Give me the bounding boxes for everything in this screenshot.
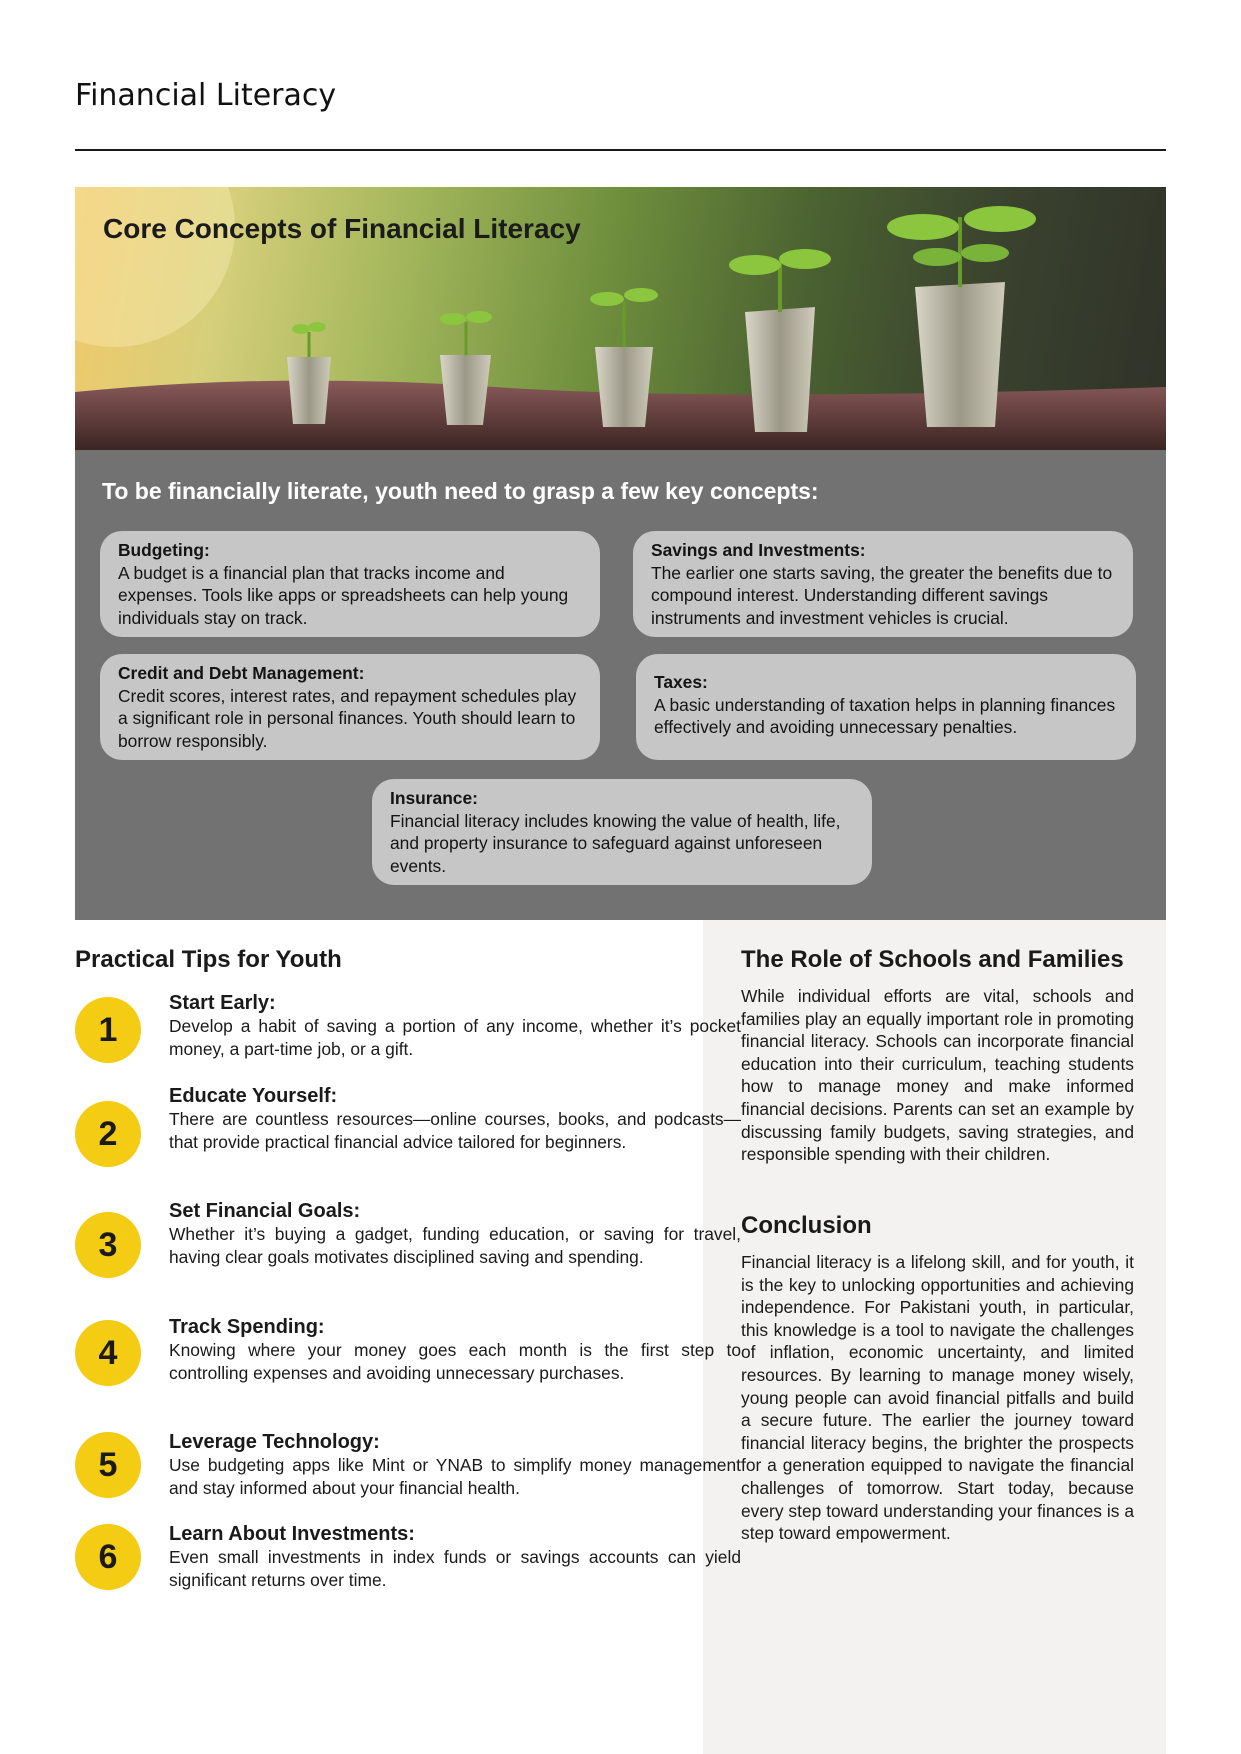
concept-card-text: Financial literacy includes knowing the value of health, life, and property insurance to safeguard against unforeseen events. [390, 810, 841, 876]
conclusion-heading: Conclusion [741, 1212, 872, 1239]
concept-card-text: A budget is a financial plan that tracks income and expenses. Tools like apps or spreadsheets can help young individuals stay on track. [118, 562, 569, 628]
concept-card-text: Credit scores, interest rates, and repayment schedules play a significant role in personal finances. Youth should learn to borrow responsibly. [118, 685, 577, 751]
tip-item [75, 991, 741, 1081]
tip-body [169, 1199, 741, 1268]
tip-number-badge: 4 [75, 1320, 141, 1386]
tip-body [169, 1430, 741, 1499]
hero-title: Core Concepts of Financial Literacy [103, 213, 581, 244]
concept-card-savings [633, 531, 1133, 637]
tip-item [75, 1315, 741, 1405]
tip-number-badge: 6 [75, 1524, 141, 1590]
concept-card-taxes [636, 654, 1136, 760]
tip-body [169, 1084, 741, 1153]
concept-card-text: A basic understanding of taxation helps in planning finances effectively and avoiding unnecessary penalties. [654, 694, 1116, 737]
tip-text: Knowing where your money goes each month is the first step to controlling expenses and avoiding unnecessary purchases. [169, 1340, 741, 1383]
role-heading: The Role of Schools and Families [741, 946, 1124, 973]
tip-title: Set Financial Goals: [169, 1200, 361, 1222]
tip-text: Whether it’s buying a gadget, funding education, or saving for travel, having clear goals motivates disciplined saving and spending. [169, 1224, 741, 1267]
concept-card-title: Credit and Debt Management: [118, 663, 365, 683]
concept-card-insurance [372, 779, 872, 885]
tip-item [75, 1084, 741, 1174]
concept-card-title: Insurance: [390, 788, 478, 808]
tip-number-badge: 5 [75, 1432, 141, 1498]
tip-body [169, 1315, 741, 1384]
tip-text: There are countless resources—online courses, books, and podcasts—that provide practical financial advice tailored for beginners. [169, 1109, 741, 1152]
conclusion-paragraph: Financial literacy is a lifelong skill, and for youth, it is the key to unlocking opportunities and achieving independence. For Pakistani youth, in particular, this knowledge is a tool to navigate the challenges of inflation, economic uncertainty, and limited resources. By learning to manage money wisely, young people can avoid financial pitfalls and build a secure future. The earlier the journey toward financial literacy begins, the brighter the prospects for a generation equipped to navigate the financial challenges of tomorrow. Start today, because every step toward understanding your finances is a step toward empowerment. [741, 1252, 1134, 1544]
header-divider [75, 149, 1166, 151]
hero-banner [75, 187, 1166, 450]
tip-number-badge: 3 [75, 1212, 141, 1278]
concept-card-budgeting [100, 531, 600, 637]
tip-title: Start Early: [169, 992, 276, 1014]
concept-card-title: Savings and Investments: [651, 540, 866, 560]
tip-title: Educate Yourself: [169, 1085, 338, 1107]
tip-body [169, 991, 741, 1060]
concepts-panel [75, 450, 1166, 920]
concept-card-title: Budgeting: [118, 540, 210, 560]
tip-number-badge: 2 [75, 1101, 141, 1167]
tip-item [75, 1522, 741, 1612]
tip-title: Leverage Technology: [169, 1431, 380, 1453]
concept-card-credit [100, 654, 600, 760]
concept-card-text: The earlier one starts saving, the greater the benefits due to compound interest. Understanding different savings instruments and investment vehicles is crucial. [651, 562, 1113, 628]
concepts-lead: To be financially literate, youth need to grasp a few key concepts: [102, 478, 819, 504]
page-title: Financial Literacy [75, 78, 337, 113]
tips-heading: Practical Tips for Youth [75, 946, 342, 973]
tip-item [75, 1430, 741, 1520]
tip-number-badge: 1 [75, 997, 141, 1063]
tip-text: Even small investments in index funds or savings accounts can yield significant returns over time. [169, 1547, 741, 1590]
tip-item [75, 1199, 741, 1289]
tip-body [169, 1522, 741, 1591]
concept-card-title: Taxes: [654, 672, 708, 692]
tip-text: Use budgeting apps like Mint or YNAB to simplify money management and stay informed about your financial health. [169, 1455, 741, 1498]
tip-text: Develop a habit of saving a portion of any income, whether it’s pocket money, a part-time job, or a gift. [169, 1016, 741, 1059]
tip-title: Learn About Investments: [169, 1523, 415, 1545]
tip-title: Track Spending: [169, 1316, 325, 1338]
role-paragraph: While individual efforts are vital, schools and families play an equally important role in promoting financial literacy. Schools can incorporate financial education into their curriculum, teaching students how to manage money and make informed financial decisions. Parents can set an example by discussing family budgets, saving strategies, and responsible spending with their children. [741, 986, 1134, 1165]
